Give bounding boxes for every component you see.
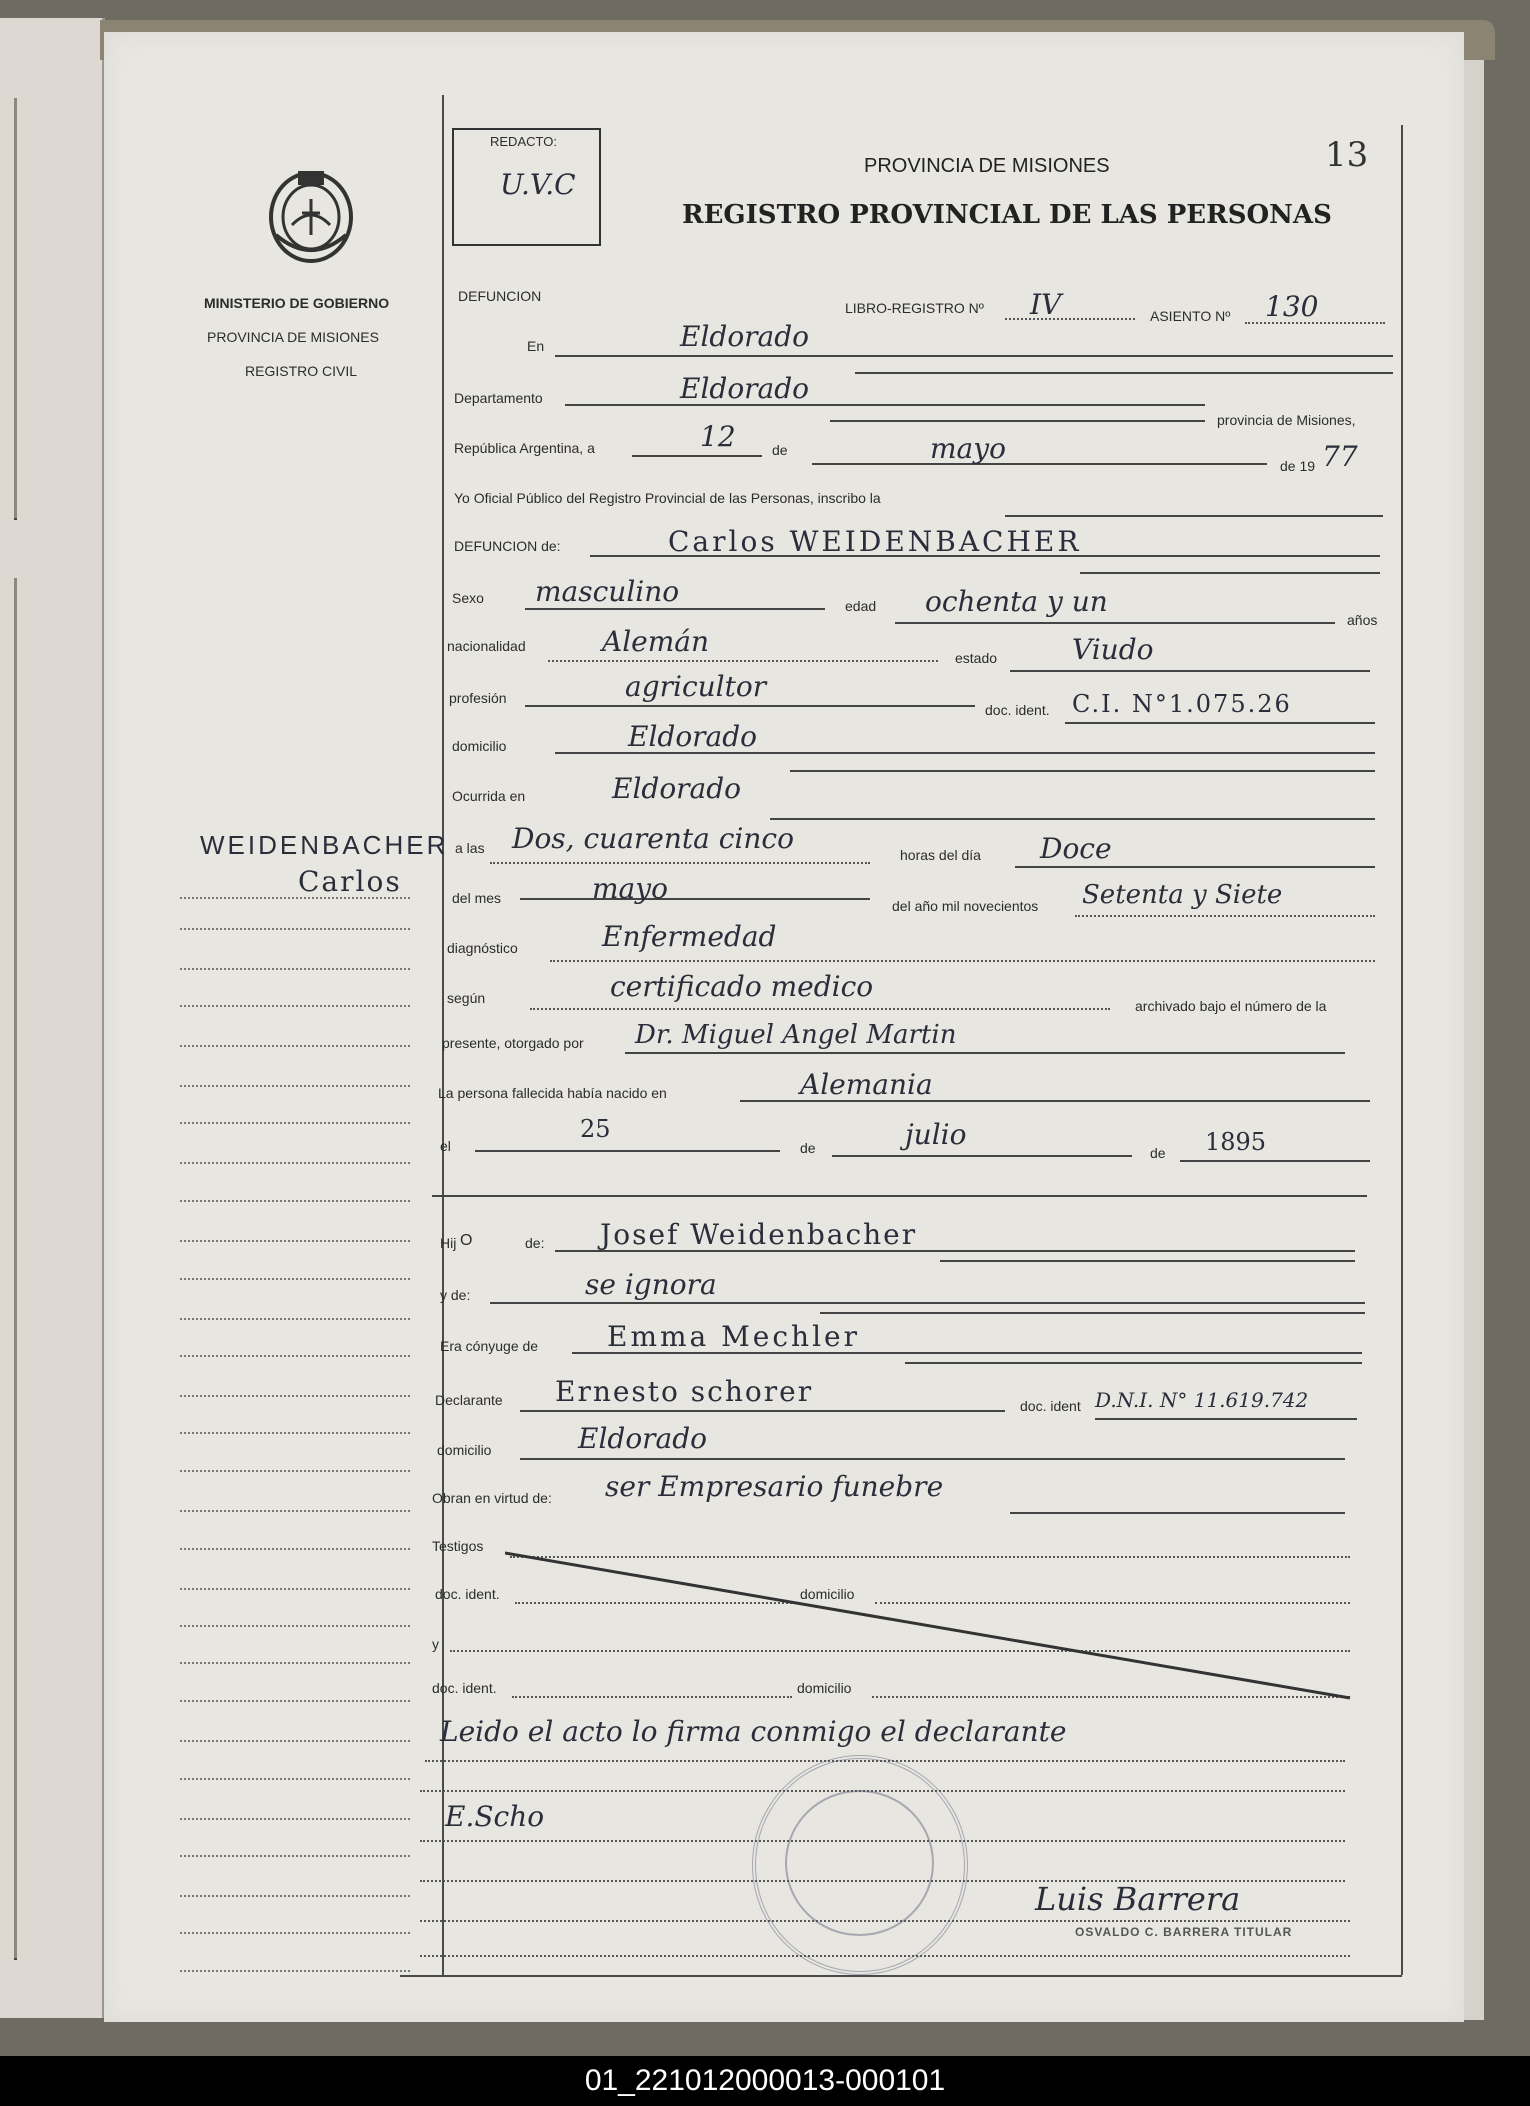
birth-day: 25 (580, 1115, 611, 1143)
horas-label: horas del día (900, 847, 981, 863)
sexo-label: Sexo (452, 590, 484, 606)
estado-value: Viudo (1072, 633, 1154, 666)
departamento-value: Eldorado (680, 372, 810, 405)
domicilio-value: Eldorado (628, 720, 758, 753)
margin-given-name: Carlos (298, 865, 402, 898)
asiento-label: ASIENTO Nº (1150, 308, 1231, 324)
testigos-label: Testigos (432, 1538, 484, 1554)
birth-de-label: de (800, 1140, 816, 1156)
a-las-label: a las (455, 840, 485, 856)
del-ano-value: Setenta y Siete (1082, 880, 1283, 910)
estado-label: estado (955, 650, 998, 666)
segun-value: certificado medico (610, 970, 874, 1003)
en-value: Eldorado (680, 320, 810, 353)
profesion-value: agricultor (625, 670, 767, 703)
month-value: mayo (930, 432, 1006, 465)
conyuge-label: Era cónyuge de (440, 1338, 539, 1354)
frame-right-rule (1401, 125, 1403, 1975)
official-stamp: OSVALDO C. BARRERA TITULAR (1075, 1925, 1293, 1939)
redacto-value: U.V.C (500, 168, 576, 201)
registro-civil-label: REGISTRO CIVIL (245, 363, 358, 379)
obran-value: ser Empresario funebre (605, 1470, 944, 1503)
testigo-doc-label: doc. ident. (435, 1586, 500, 1602)
image-id-bar (0, 2056, 1530, 2106)
testigo-domicilio2-label: domicilio (797, 1680, 852, 1696)
birth-month: julio (905, 1118, 967, 1151)
oficial-text: Yo Oficial Público del Registro Provincial de las Personas, inscribo la (454, 490, 881, 506)
nacionalidad-value: Alemán (602, 625, 710, 658)
nacido-label: La persona fallecida había nacido en (438, 1085, 667, 1101)
frame-bottom-rule (400, 1975, 1402, 1977)
declarante-label: Declarante (435, 1392, 503, 1408)
republica-label: República Argentina, a (454, 440, 595, 456)
el-label: el (440, 1138, 451, 1154)
coat-of-arms-icon (262, 165, 360, 270)
presente-value: Dr. Miguel Angel Martin (635, 1020, 957, 1050)
cancel-line (505, 1548, 1355, 1703)
testigo-domicilio-label: domicilio (800, 1586, 855, 1602)
closing-sign: E.Scho (445, 1800, 545, 1833)
en-label: En (527, 338, 545, 354)
registry-title: REGISTRO PROVINCIAL DE LAS PERSONAS (682, 200, 1332, 230)
declarante-domicilio-label: domicilio (437, 1442, 492, 1458)
redacto-label: REDACTO: (490, 134, 557, 149)
province-header: PROVINCIA DE MISIONES (864, 155, 1110, 177)
hijo-de-value: Josef Weidenbacher (600, 1218, 918, 1251)
obran-label: Obran en virtud de: (432, 1490, 552, 1506)
presente-label: presente, otorgado por (442, 1035, 584, 1051)
left-page-rule (14, 578, 17, 1960)
horas-value: Doce (1040, 832, 1112, 865)
left-page (0, 18, 105, 2018)
sexo-value: masculino (535, 575, 680, 608)
day-value: 12 (700, 420, 736, 453)
departamento-label: Departamento (454, 390, 543, 406)
libro-value: IV (1030, 288, 1062, 321)
anos-label: años (1347, 612, 1378, 628)
edad-value: ochenta y un (925, 585, 1108, 618)
image-id-text: 01_221012000013-000101 (584, 2064, 946, 2097)
ministry-province: PROVINCIA DE MISIONES (207, 329, 379, 345)
year-label: de 19 (1280, 458, 1316, 474)
declarante-domicilio-value: Eldorado (578, 1422, 708, 1455)
de-label: de (772, 442, 788, 458)
domicilio-label: domicilio (452, 738, 507, 754)
declarante-doc-label: doc. ident (1020, 1398, 1081, 1414)
del-mes-label: del mes (452, 890, 502, 906)
y-de-label: y de: (440, 1287, 471, 1303)
birth-year-label: de (1150, 1145, 1166, 1161)
segun-label: según (447, 990, 486, 1006)
ocurrida-value: Eldorado (612, 772, 742, 805)
official-seal-inner (785, 1790, 934, 1936)
asiento-value: 130 (1265, 290, 1319, 323)
diagnostico-label: diagnóstico (447, 940, 518, 956)
hijo-suffix: O (460, 1232, 473, 1249)
y-de-value: se ignora (585, 1268, 717, 1301)
left-page-rule (14, 98, 17, 520)
page-edge (1462, 60, 1484, 2020)
birth-year: 1895 (1205, 1128, 1267, 1156)
del-mes-value: mayo (592, 872, 668, 905)
official-signature: Luis Barrera (1035, 1880, 1241, 1918)
conyuge-value: Emma Mechler (607, 1320, 860, 1353)
doc-ident-label: doc. ident. (985, 702, 1050, 718)
del-ano-label: del año mil novecientos (892, 898, 1039, 914)
edad-label: edad (845, 598, 877, 614)
diagnostico-value: Enfermedad (602, 920, 777, 953)
hijo-de-label: de: (525, 1235, 545, 1251)
ocurrida-label: Ocurrida en (452, 788, 526, 804)
closing-text: Leido el acto lo firma conmigo el declarante (440, 1715, 1067, 1748)
record-type: DEFUNCION (458, 288, 542, 304)
nacionalidad-label: nacionalidad (447, 638, 526, 654)
defuncion-de-value: Carlos WEIDENBACHER (668, 525, 1082, 558)
declarante-doc-value: D.N.I. N° 11.619.742 (1095, 1388, 1309, 1412)
page-number: 13 (1325, 135, 1369, 175)
doc-ident-value: C.I. N°1.075.26 (1072, 690, 1292, 718)
testigo-doc2-label: doc. ident. (432, 1680, 497, 1696)
margin-surname: WEIDENBACHER (200, 830, 449, 860)
a-las-value: Dos, cuarenta cinco (512, 822, 794, 855)
nacido-value: Alemania (800, 1068, 933, 1101)
declarante-value: Ernesto schorer (555, 1375, 814, 1408)
ministry-name: MINISTERIO DE GOBIERNO (204, 295, 390, 311)
year-value: 77 (1322, 440, 1358, 473)
hijo-label: Hij (440, 1235, 457, 1251)
testigo-y-label: y (432, 1636, 439, 1652)
archivado-label: archivado bajo el número de la (1135, 998, 1327, 1014)
provincia-suffix: provincia de Misiones, (1217, 412, 1356, 428)
defuncion-de-label: DEFUNCION de: (454, 538, 561, 554)
profesion-label: profesión (449, 690, 507, 706)
libro-label: LIBRO-REGISTRO Nº (845, 300, 984, 316)
